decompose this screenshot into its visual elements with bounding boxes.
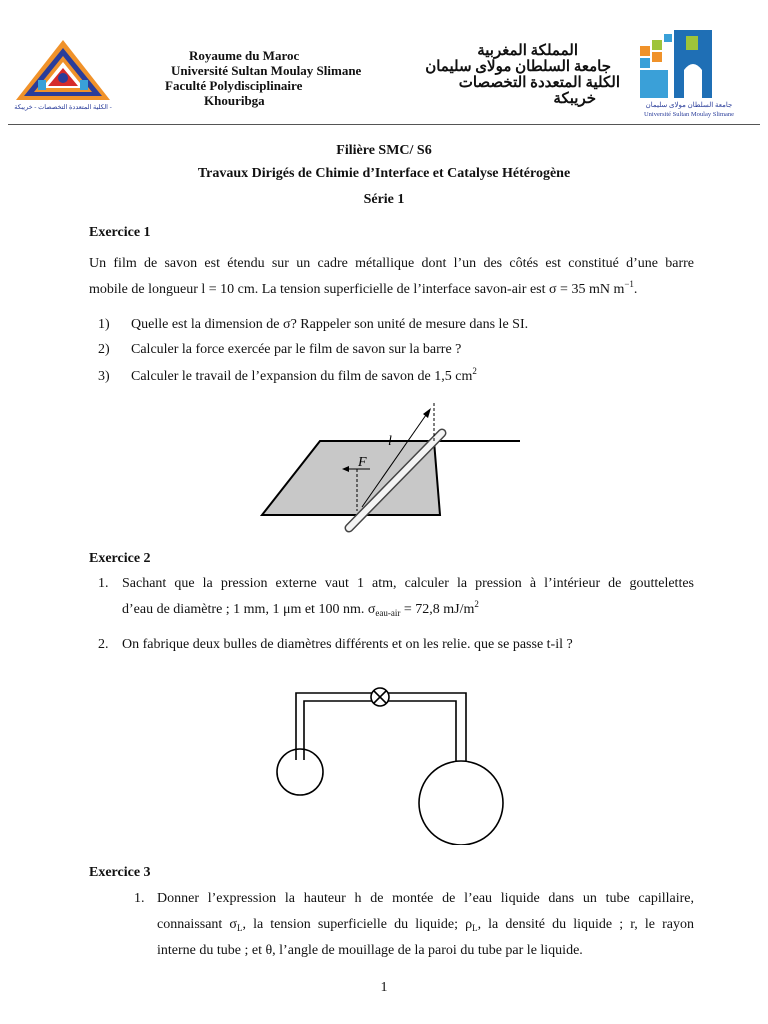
question-text: [131, 364, 477, 390]
university-logo-caption-fr: Université Sultan Moulay Slimane: [643, 111, 735, 118]
exercice-1-intro-line-1: Un film de savon est étendu sur un cadre métallique dont l’un des côtés est constitué d’une barre: [89, 256, 694, 271]
question-number: 2.: [98, 637, 109, 652]
q1-line-2-value: = 72,8 mJ/m: [400, 602, 475, 617]
exercice-1-heading: Exercice 1: [89, 225, 151, 240]
header-fr-line-3: Faculté Polydisciplinaire: [165, 78, 303, 93]
q1-line-2-text-a: connaissant σ: [157, 917, 237, 932]
q1-line-2-exponent: 2: [474, 599, 479, 609]
filiere-title: Filière SMC/ S6: [336, 143, 432, 158]
exercice-1-intro-line-2: [89, 279, 638, 297]
tube-inner: [304, 701, 456, 762]
soap-film-area: [262, 441, 440, 515]
length-arrow-head: [423, 408, 431, 418]
university-logo-caption-ar: جامعة السلطان مولاى سليمان: [645, 101, 733, 109]
faculty-logo-caption: الكلية المتعددة التخصصات - خريبكة -: [14, 104, 112, 111]
question-number: 1.: [134, 891, 145, 906]
exercice-3-q1-line-3: interne du tube ; et θ, l’angle de mouillage de la paroi du tube par le liquide.: [157, 943, 583, 958]
large-bubble: [419, 761, 503, 845]
question-number: 1.: [98, 576, 109, 591]
q1-line-2-text-b: , la tension superficielle du liquide; ρ: [242, 917, 473, 932]
faculty-logo: [10, 38, 116, 113]
question-text: Quelle est la dimension de σ? Rappeler son unité de mesure dans le SI.: [131, 317, 529, 332]
intro-line-2-exponent: −1: [624, 279, 634, 289]
q1-line-2-subscript-2: L: [472, 923, 478, 933]
label-F: F: [358, 455, 367, 470]
question-number: 1): [98, 317, 110, 332]
intro-line-2-text: mobile de longueur l = 10 cm. La tension superficielle de l’interface savon-air est σ = 35 mN m: [89, 282, 625, 297]
intro-line-2-end: .: [633, 282, 638, 297]
header-fr-line-4: Khouribga: [204, 93, 265, 108]
exercice-1-intro: [89, 251, 694, 303]
header-ar-line-2: جامعة السلطان مولاى سليمان: [425, 59, 611, 75]
question-text: On fabrique deux bulles de diamètres différents et on les relie. que se passe t-il ?: [122, 637, 573, 652]
q1-line-2-subscript-1: L: [236, 923, 243, 933]
university-logo: [622, 26, 756, 120]
header-ar-line-4: خريبكة: [553, 91, 596, 107]
question-text: Calculer la force exercée par le film de savon sur la barre ?: [131, 342, 462, 357]
question-3-text: Calculer le travail de l’expansion du film de savon de 1,5 cm: [131, 369, 473, 384]
soap-film-figure: [250, 395, 530, 545]
question-3-exponent: 2: [472, 366, 477, 376]
header-divider: [8, 124, 760, 125]
question-number: 3): [98, 369, 110, 384]
label-l: l: [388, 434, 392, 449]
q1-line-2-text: d’eau de diamètre ; 1 mm, 1 μm et 100 nm. σ: [122, 602, 376, 617]
exercice-2-q1-line-1: Sachant que la pression externe vaut 1 atm, calculer la pression à l’intérieur de gouttelettes: [122, 576, 694, 591]
q1-line-2-text-c: , la densité du liquide ; r, le rayon: [477, 917, 694, 932]
exercice-3-q1-line-2: [157, 912, 694, 938]
serie-title: Série 1: [363, 192, 405, 207]
exercice-3-heading: Exercice 3: [89, 865, 151, 880]
header-ar-line-1: المملكة المغربية: [477, 43, 578, 59]
header-fr-line-2: Université Sultan Moulay Slimane: [171, 63, 362, 78]
question-number: 2): [98, 342, 110, 357]
bubbles-figure: [270, 685, 520, 845]
q1-line-2-subscript: eau-air: [375, 608, 401, 618]
exercice-2-heading: Exercice 2: [89, 551, 151, 566]
course-title: Travaux Dirigés de Chimie d’Interface et Catalyse Hétérogène: [197, 166, 571, 181]
exercice-3-q1-line-1: Donner l’expression la hauteur h de montée de l’eau liquide dans un tube capillaire,: [157, 891, 694, 906]
header-fr-line-1: Royaume du Maroc: [189, 48, 300, 63]
page-number: 1: [380, 980, 388, 995]
small-bubble: [277, 749, 323, 795]
exercice-2-q1-line-2: [122, 597, 479, 623]
header-ar-line-3: الكلية المتعددة التخصصات: [458, 75, 620, 91]
